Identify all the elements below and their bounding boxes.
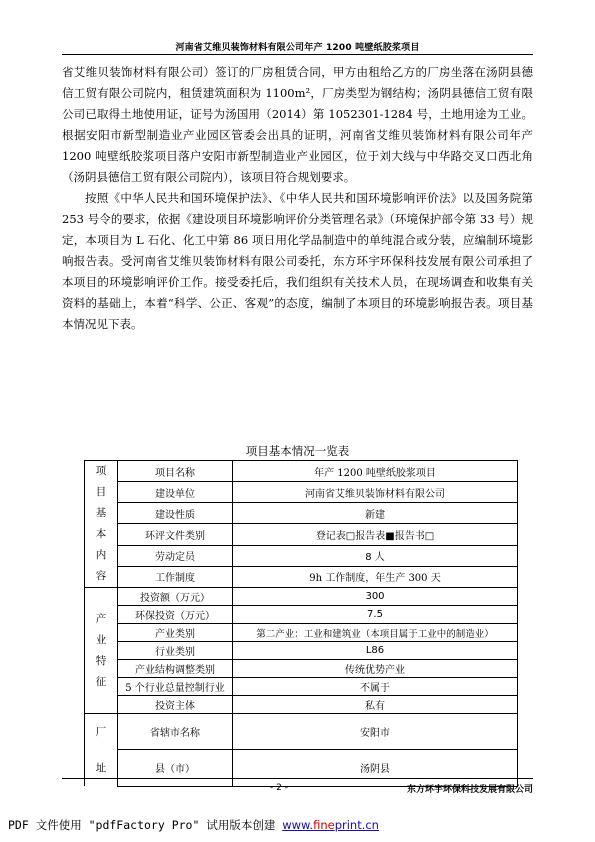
table-row <box>85 750 518 786</box>
group-label-basic <box>85 461 118 588</box>
watermark-text: PDF 文件使用 "pdfFactory Pro" 试用版本创建 <box>8 818 283 832</box>
table-row <box>85 545 518 566</box>
page-header-title: 河南省艾维贝装饰材料有限公司年产 1200 吨壁纸胶浆项目 <box>175 43 420 53</box>
row-label: 县（市） <box>118 750 233 786</box>
footer-company: 东方环宇环保科技发展有限公司 <box>406 785 533 795</box>
link-part-pre: www. <box>282 818 314 832</box>
row-value: 年产 1200 吨壁纸胶浆项目 <box>233 461 518 482</box>
table-row <box>85 606 518 624</box>
table-row <box>85 588 518 606</box>
group-label-site <box>85 714 118 787</box>
table-row <box>85 660 518 678</box>
row-value: L86 <box>233 642 518 660</box>
row-label: 产业类别 <box>118 624 233 642</box>
table-row <box>85 524 518 545</box>
group-label-industry <box>85 588 118 714</box>
paragraph-2: 按照《中华人民共和国环境保护法》、《中华人民共和国环境影响评价法》以及国务院第 253 号令的要求，依据《建设项目环境影响评价分类管理名录》（环境保护部令第 33 号）规定，本项目为 L 石化、化工中第 86 项日用化学品制造中的单纯混合或分装，应编制环境影响报告表。受河南省艾维贝装饰材料有限公司委托，东方环宇环保科技发展有限公司承担了本项目的环境影响评价工作。接受委托后，我们组织有关技术人员，在现场调查和收集有关资料的基础上，本着“科学、公正、客观”的态度，编制了本项目的环境影响报告表。项目基本情况见下表。 <box>62 191 533 331</box>
paragraph-1: 省艾维贝装饰材料有限公司）签订的厂房租赁合同，甲方由租给乙方的厂房坐落在汤阴县德信工贸有限公司院内，租赁建筑面积为 1100m²，厂房类型为钢结构；汤阴县德信工贸有限公司已取得土地使用证，证号为汤国用（2014）第 1052301-1284 号，土地用途为工业。根据安阳市新型制造业产业园区管委会出具的证明，河南省艾维贝装饰材料有限公司年产 1200 吨壁纸胶浆项目落户安阳市新型制造业产业园区，位于刘大线与中华路交叉口西北角（汤阴县德信工贸有限公司院内），该项目符合规划要求。 <box>62 65 533 184</box>
table-row <box>85 482 518 503</box>
row-value: 私有 <box>233 696 518 714</box>
row-label: 项目名称 <box>118 461 233 482</box>
row-value: 传统优势产业 <box>233 660 518 678</box>
link-part-accent: fine <box>313 818 335 832</box>
row-value: 登记表□报告表■报告书□ <box>233 524 518 545</box>
body-text <box>62 62 533 335</box>
group-text-site: 厂 址 <box>95 726 107 774</box>
row-value: 7.5 <box>233 606 518 624</box>
row-label: 投资额（万元） <box>118 588 233 606</box>
table-caption: 项目基本情况一览表 <box>245 444 350 458</box>
header-rule <box>62 54 533 55</box>
row-label: 环评文件类别 <box>118 524 233 545</box>
row-label: 劳动定员 <box>118 545 233 566</box>
table-row <box>85 678 518 696</box>
pdffactory-watermark <box>8 817 379 833</box>
project-info-table <box>84 460 518 787</box>
page-number: - 2 - <box>270 783 288 793</box>
row-value: 汤阴县 <box>233 750 518 786</box>
table-row <box>85 624 518 642</box>
row-label: 工作制度 <box>118 566 233 587</box>
row-value: 河南省艾维贝装饰材料有限公司 <box>233 482 518 503</box>
table-row <box>85 461 518 482</box>
row-value: 第二产业：工业和建筑业（本项目属于工业中的制造业） <box>233 624 518 642</box>
row-label: 产业结构调整类别 <box>118 660 233 678</box>
table-row <box>85 566 518 587</box>
row-value: 8 人 <box>233 545 518 566</box>
row-label: 环保投资（万元） <box>118 606 233 624</box>
table-row <box>85 642 518 660</box>
row-value: 300 <box>233 588 518 606</box>
watermark-link[interactable] <box>282 818 379 832</box>
table-row <box>85 503 518 524</box>
group-text-industry: 产 业 特 征 <box>95 612 107 688</box>
row-label: 5 个行业总量控制行业 <box>118 678 233 696</box>
row-label: 省辖市名称 <box>118 714 233 750</box>
table-row <box>85 714 518 750</box>
row-label: 建设单位 <box>118 482 233 503</box>
row-label: 行业类别 <box>118 642 233 660</box>
table-row <box>85 696 518 714</box>
row-value: 新建 <box>233 503 518 524</box>
footer-rule <box>62 778 533 779</box>
group-text-basic: 项 目 基 本 内 容 <box>95 465 107 582</box>
row-label: 投资主体 <box>118 696 233 714</box>
row-value: 不属于 <box>233 678 518 696</box>
row-value: 9h 工作制度，年生产 300 天 <box>233 566 518 587</box>
row-label: 建设性质 <box>118 503 233 524</box>
link-part-post: print.cn <box>334 818 379 832</box>
row-value: 安阳市 <box>233 714 518 750</box>
